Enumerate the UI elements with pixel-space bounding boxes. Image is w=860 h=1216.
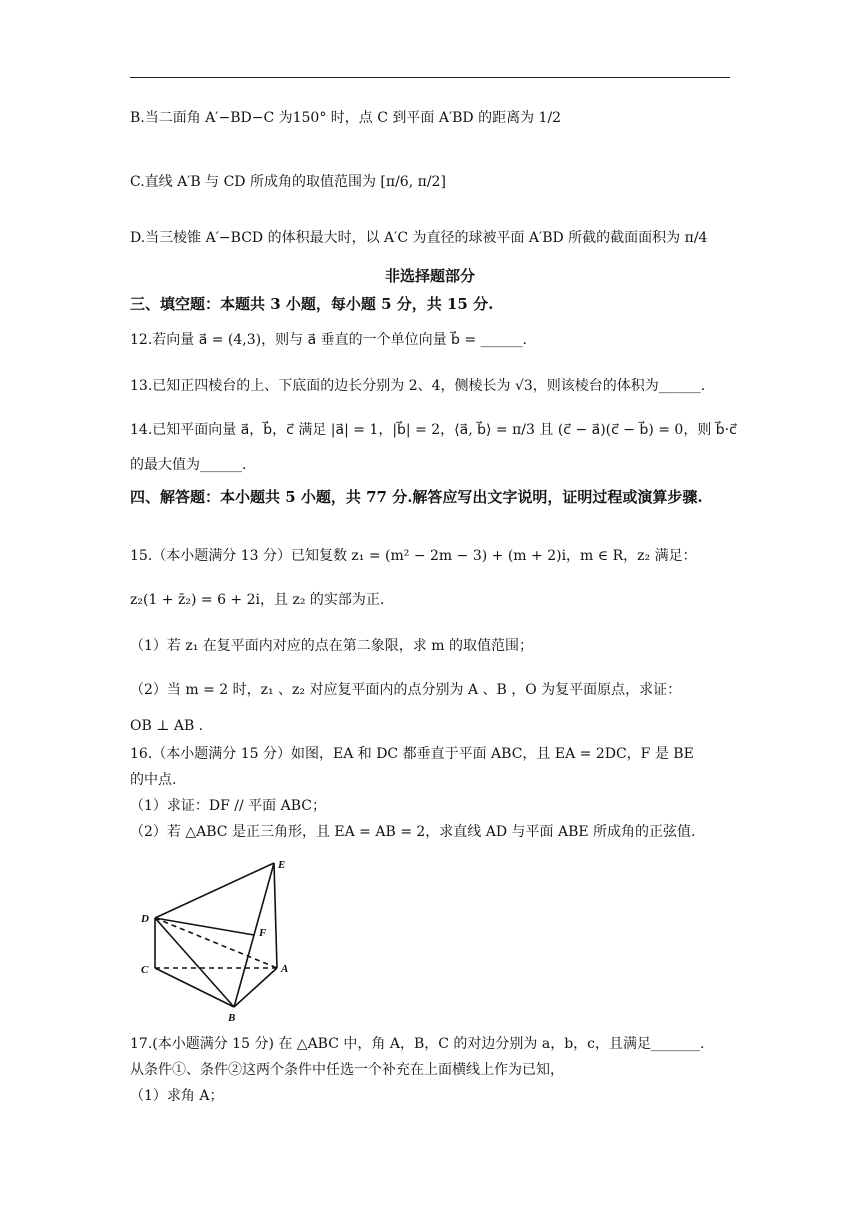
- question-15-part2-line2: OB ⊥ AB .: [130, 718, 204, 734]
- edge-EA: [274, 863, 277, 968]
- question-13: 13.已知正四棱台的上、下底面的边长分别为 2、4，侧棱长为 √3，则该棱台的体积为______.: [130, 378, 706, 394]
- option-d: D.当三棱锥 A′−BCD 的体积最大时，以 A′C 为直径的球被平面 A′BD 所截的截面面积为 π/4: [130, 230, 708, 246]
- header-rule: [130, 77, 730, 78]
- question-17-part1: （1）求角 A；: [130, 1088, 224, 1104]
- question-15-line2: z₂(1 + z̄₂) = 6 + 2i，且 z₂ 的实部为正.: [130, 592, 385, 608]
- edge-DA-hidden: [155, 918, 277, 968]
- section-nonchoice-title: 非选择题部分: [384, 267, 475, 285]
- question-15-part1: （1）若 z₁ 在复平面内对应的点在第二象限，求 m 的取值范围；: [130, 638, 533, 654]
- section4-heading: 四、解答题：本小题共 5 小题，共 77 分.解答应写出文字说明，证明过程或演算步骤.: [130, 488, 703, 506]
- question-17-line1: 17.(本小题满分 15 分) 在 △ABC 中，角 A，B，C 的对边分别为 a，b，c，且满足_______.: [130, 1036, 705, 1052]
- geometry-figure: [135, 855, 305, 1025]
- question-15-line1: 15.（本小题满分 13 分）已知复数 z₁ = (m² − 2m − 3) + (m + 2)i，m ∈ R，z₂ 满足：: [130, 548, 697, 564]
- label-C: C: [141, 964, 149, 976]
- option-c: C.直线 A′B 与 CD 所成角的取值范围为 [π/6, π/2]: [130, 174, 446, 190]
- option-b: B.当二面角 A′−BD−C 为150° 时，点 C 到平面 A′BD 的距离为 1/2: [130, 110, 562, 126]
- label-F: F: [259, 927, 267, 939]
- label-D: D: [141, 913, 149, 925]
- question-16-part2: （2）若 △ABC 是正三角形，且 EA = AB = 2，求直线 AD 与平面 ABE 所成角的正弦值.: [130, 824, 696, 840]
- question-14-line1: 14.已知平面向量 a⃗，b⃗，c⃗ 满足 |a⃗| = 1，|b⃗| = 2，⟨a⃗, b⃗⟩ = π/3 且 (c⃗ − a⃗)(c⃗ − b⃗) = 0，则 b⃗·c⃗: [130, 422, 737, 438]
- edge-BA: [234, 968, 277, 1007]
- edge-DF: [155, 918, 254, 935]
- edge-DB: [155, 918, 234, 1007]
- label-A: A: [281, 963, 289, 975]
- question-16-line2: 的中点.: [130, 772, 177, 788]
- label-B: B: [228, 1012, 236, 1024]
- question-17-line2: 从条件①、条件②这两个条件中任选一个补充在上面横线上作为已知，: [130, 1062, 564, 1078]
- question-12: 12.若向量 a⃗ = (4,3)，则与 a⃗ 垂直的一个单位向量 b⃗ = ______.: [130, 332, 528, 348]
- edge-CB: [155, 968, 234, 1007]
- question-16-part1: （1）求证：DF // 平面 ABC；: [130, 798, 326, 814]
- section3-heading: 三、填空题：本题共 3 小题，每小题 5 分，共 15 分.: [130, 295, 494, 313]
- question-14-line2: 的最大值为______.: [130, 457, 247, 473]
- question-15-part2-line1: （2）当 m = 2 时，z₁ 、z₂ 对应复平面内的点分别为 A 、B ，O 为复平面原点，求证：: [130, 682, 682, 698]
- edge-DE: [155, 863, 274, 918]
- label-E: E: [278, 859, 286, 871]
- question-16-line1: 16.（本小题满分 15 分）如图，EA 和 DC 都垂直于平面 ABC，且 EA = 2DC，F 是 BE: [130, 746, 694, 762]
